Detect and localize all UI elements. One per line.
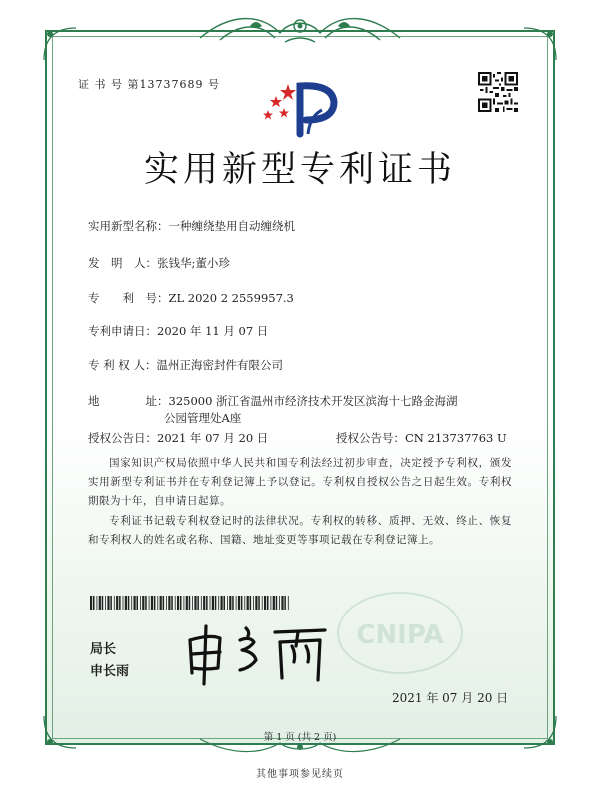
publication-number-label: 授权公告号： [336, 431, 405, 445]
filing-date-label: 专利申请日： [88, 324, 157, 338]
patent-number-row [88, 290, 294, 306]
legal-status-paragraph: 专利证书记载专利权登记时的法律状况。专利权的转移、质押、无效、终止、恢复和专利权人的姓名或名称、国籍、地址变更等事项记载在专利登记簿上。 [88, 515, 512, 546]
inventor-value: 张钱华;董小珍 [157, 256, 230, 270]
page-number: 第 1 页 (共 2 页) [263, 732, 337, 743]
patent-number-label: 专 利 号： [88, 291, 169, 305]
top-ornament [190, 8, 410, 48]
patentee-label: 专 利 权 人： [88, 358, 157, 372]
certificate-number: 证 书 号 第13737689 号 [78, 78, 220, 91]
publication-number-value: CN 213737763 U [405, 431, 507, 445]
address-row [88, 393, 458, 409]
utility-model-name-value: 一种缠绕垫用自动缠绕机 [168, 219, 295, 233]
address-line-2: 公园管理处A座 [164, 411, 242, 425]
corner-ornament-top-left [40, 24, 80, 64]
filing-date-value: 2020 年 11 月 07 日 [157, 324, 269, 338]
publication-date-label: 授权公告日： [88, 431, 157, 445]
sign-date: 2021 年 07 月 20 日 [392, 691, 509, 705]
grant-statement-paragraph: 国家知识产权局依照中华人民共和国专利法经过初步审查，决定授予专利权，颁发实用新型专利证书并在专利登记簿上予以登记。专利权自授权公告之日起生效。专利权期限为十年，自申请日起算。 [88, 457, 512, 507]
publication-date-row [88, 430, 268, 446]
qr-code [478, 72, 518, 112]
address-line-1: 325000 浙江省温州市经济技术开发区滨海十七路金海湖 [168, 394, 458, 408]
patent-office-logo [258, 78, 348, 140]
filing-date-row [88, 323, 268, 339]
watermark-emblem [330, 585, 470, 680]
patentee-row [88, 357, 283, 373]
inventor-label: 发 明 人： [88, 256, 157, 270]
patent-number-value: ZL 2020 2 2559957.3 [168, 291, 294, 305]
director-signature [180, 618, 340, 688]
footer-note: 其他事项参见续页 [256, 769, 344, 780]
patentee-value: 温州正海密封件有限公司 [156, 358, 283, 372]
director-name: 申长雨 [90, 664, 130, 679]
inventor-row [88, 255, 230, 271]
address-label: 地 址： [88, 394, 169, 408]
barcode [90, 596, 290, 610]
watermark-text: CNIPA [356, 620, 444, 650]
certificate-title: 实用新型专利证书 [143, 150, 456, 190]
publication-date-value: 2021 年 07 月 20 日 [157, 431, 269, 445]
utility-model-name-label: 实用新型名称： [88, 219, 169, 233]
publication-number-row [336, 430, 507, 446]
director-post-label: 局长 [90, 642, 117, 657]
corner-ornament-top-right [520, 24, 560, 64]
utility-model-name-row [88, 218, 295, 234]
